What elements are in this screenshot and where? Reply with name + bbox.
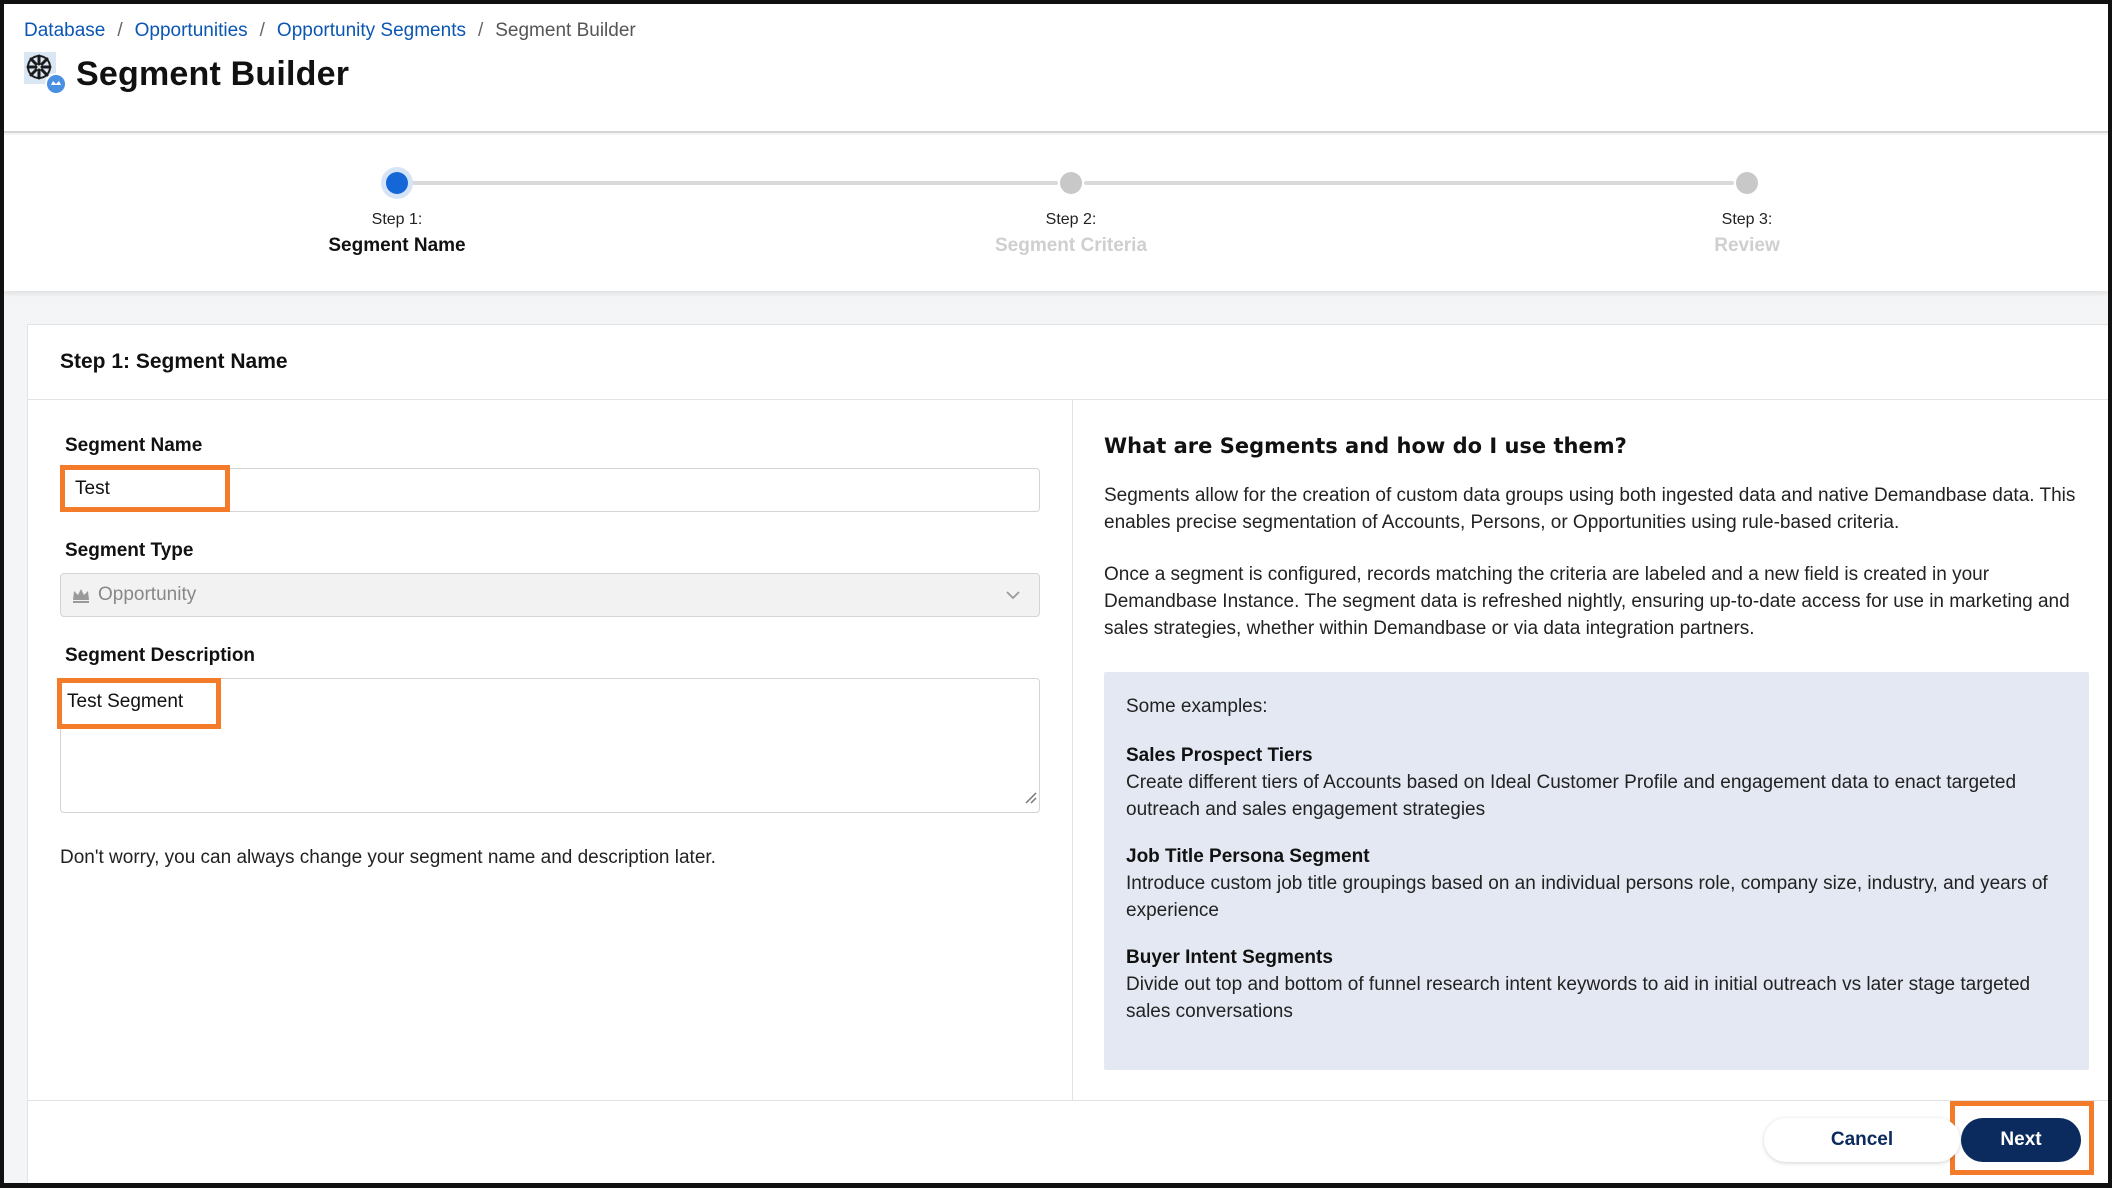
segment-name-input[interactable] — [60, 468, 1040, 512]
info-paragraph: Once a segment is configured, records matching the criteria are labeled and a new field is created in your Demandbase Instance. The segment data is refreshed nightly, ensuring up-to-date access for use in marketing and sales strategies, whether within Demandbase or via data integration partners. — [1104, 564, 2070, 639]
step-number: Step 2: — [1045, 211, 1097, 228]
card-title: Step 1: Segment Name — [60, 350, 288, 373]
example-title: Buyer Intent Segments — [1126, 947, 1333, 968]
step-name: Segment Name — [328, 235, 466, 256]
step-1-label — [247, 211, 547, 257]
breadcrumb-opportunity-segments[interactable]: Opportunity Segments — [276, 20, 466, 41]
step-number: Step 1: — [371, 211, 423, 228]
step-name: Segment Criteria — [994, 235, 1148, 256]
breadcrumb-separator: / — [259, 20, 265, 41]
example-item — [1126, 843, 2066, 924]
info-title: What are Segments and how do I use them? — [1104, 434, 1627, 458]
step-1-indicator[interactable] — [386, 172, 408, 194]
segment-builder-icon — [24, 52, 68, 96]
step-connector — [1084, 181, 1734, 185]
chevron-down-icon — [1005, 587, 1021, 609]
card-header — [28, 325, 2112, 400]
segment-description-label: Segment Description — [65, 645, 256, 666]
step-3-label — [1597, 211, 1897, 257]
step-connector — [408, 181, 1058, 185]
stepper — [4, 135, 2108, 291]
example-item — [1126, 742, 2066, 823]
example-text: Create different tiers of Accounts based on Ideal Customer Profile and engagement data to enact targeted outreach and sales engagement strategies — [1126, 772, 2017, 820]
resize-handle-icon[interactable] — [1023, 788, 1037, 810]
breadcrumb-database[interactable]: Database — [24, 20, 106, 41]
breadcrumb-separator: / — [477, 20, 484, 41]
step-2-indicator[interactable] — [1060, 172, 1082, 194]
example-item — [1126, 944, 2066, 1025]
info-paragraph: Segments allow for the creation of custom data groups using both ingested data and native Demandbase data. This enables precise segmentation of Accounts, Persons, or Opportunities using rule-based criteria. — [1104, 485, 2076, 533]
breadcrumb-separator: / — [117, 20, 123, 41]
page-title: Segment Builder — [76, 54, 350, 93]
step-name: Review — [1714, 235, 1780, 256]
helper-text: Don't worry, you can always change your segment name and description later. — [60, 847, 716, 868]
step-number: Step 3: — [1721, 211, 1773, 228]
next-button[interactable]: Next — [1961, 1118, 2081, 1162]
segment-type-label: Segment Type — [65, 540, 194, 561]
breadcrumb-current: Segment Builder — [495, 20, 636, 41]
example-title: Sales Prospect Tiers — [1126, 745, 1313, 766]
step-3-indicator[interactable] — [1736, 172, 1758, 194]
step-2-label — [921, 211, 1221, 257]
segment-name-value: Test — [75, 478, 110, 499]
segment-type-value: Opportunity — [98, 584, 197, 605]
crown-icon — [71, 585, 91, 611]
example-text: Introduce custom job title groupings based on an individual persons role, company size, industry, and years of experience — [1126, 873, 2048, 921]
step-card — [27, 324, 2112, 1188]
breadcrumb-opportunities[interactable]: Opportunities — [134, 20, 248, 41]
cancel-button[interactable]: Cancel — [1764, 1118, 1960, 1162]
title-row — [24, 52, 349, 96]
segment-name-label: Segment Name — [65, 435, 203, 456]
segment-type-select — [60, 573, 1040, 617]
page-header — [4, 4, 2108, 133]
examples-panel — [1104, 672, 2089, 1070]
example-text: Divide out top and bottom of funnel research intent keywords to aid in initial outreach vs later stage targeted sales conversations — [1126, 974, 2031, 1022]
column-divider — [1072, 400, 1073, 1100]
examples-intro: Some examples: — [1126, 696, 1268, 717]
example-title: Job Title Persona Segment — [1126, 846, 1370, 867]
segment-description-value: Test Segment — [67, 691, 184, 712]
segment-description-textarea[interactable] — [60, 678, 1040, 813]
breadcrumb — [24, 20, 636, 42]
